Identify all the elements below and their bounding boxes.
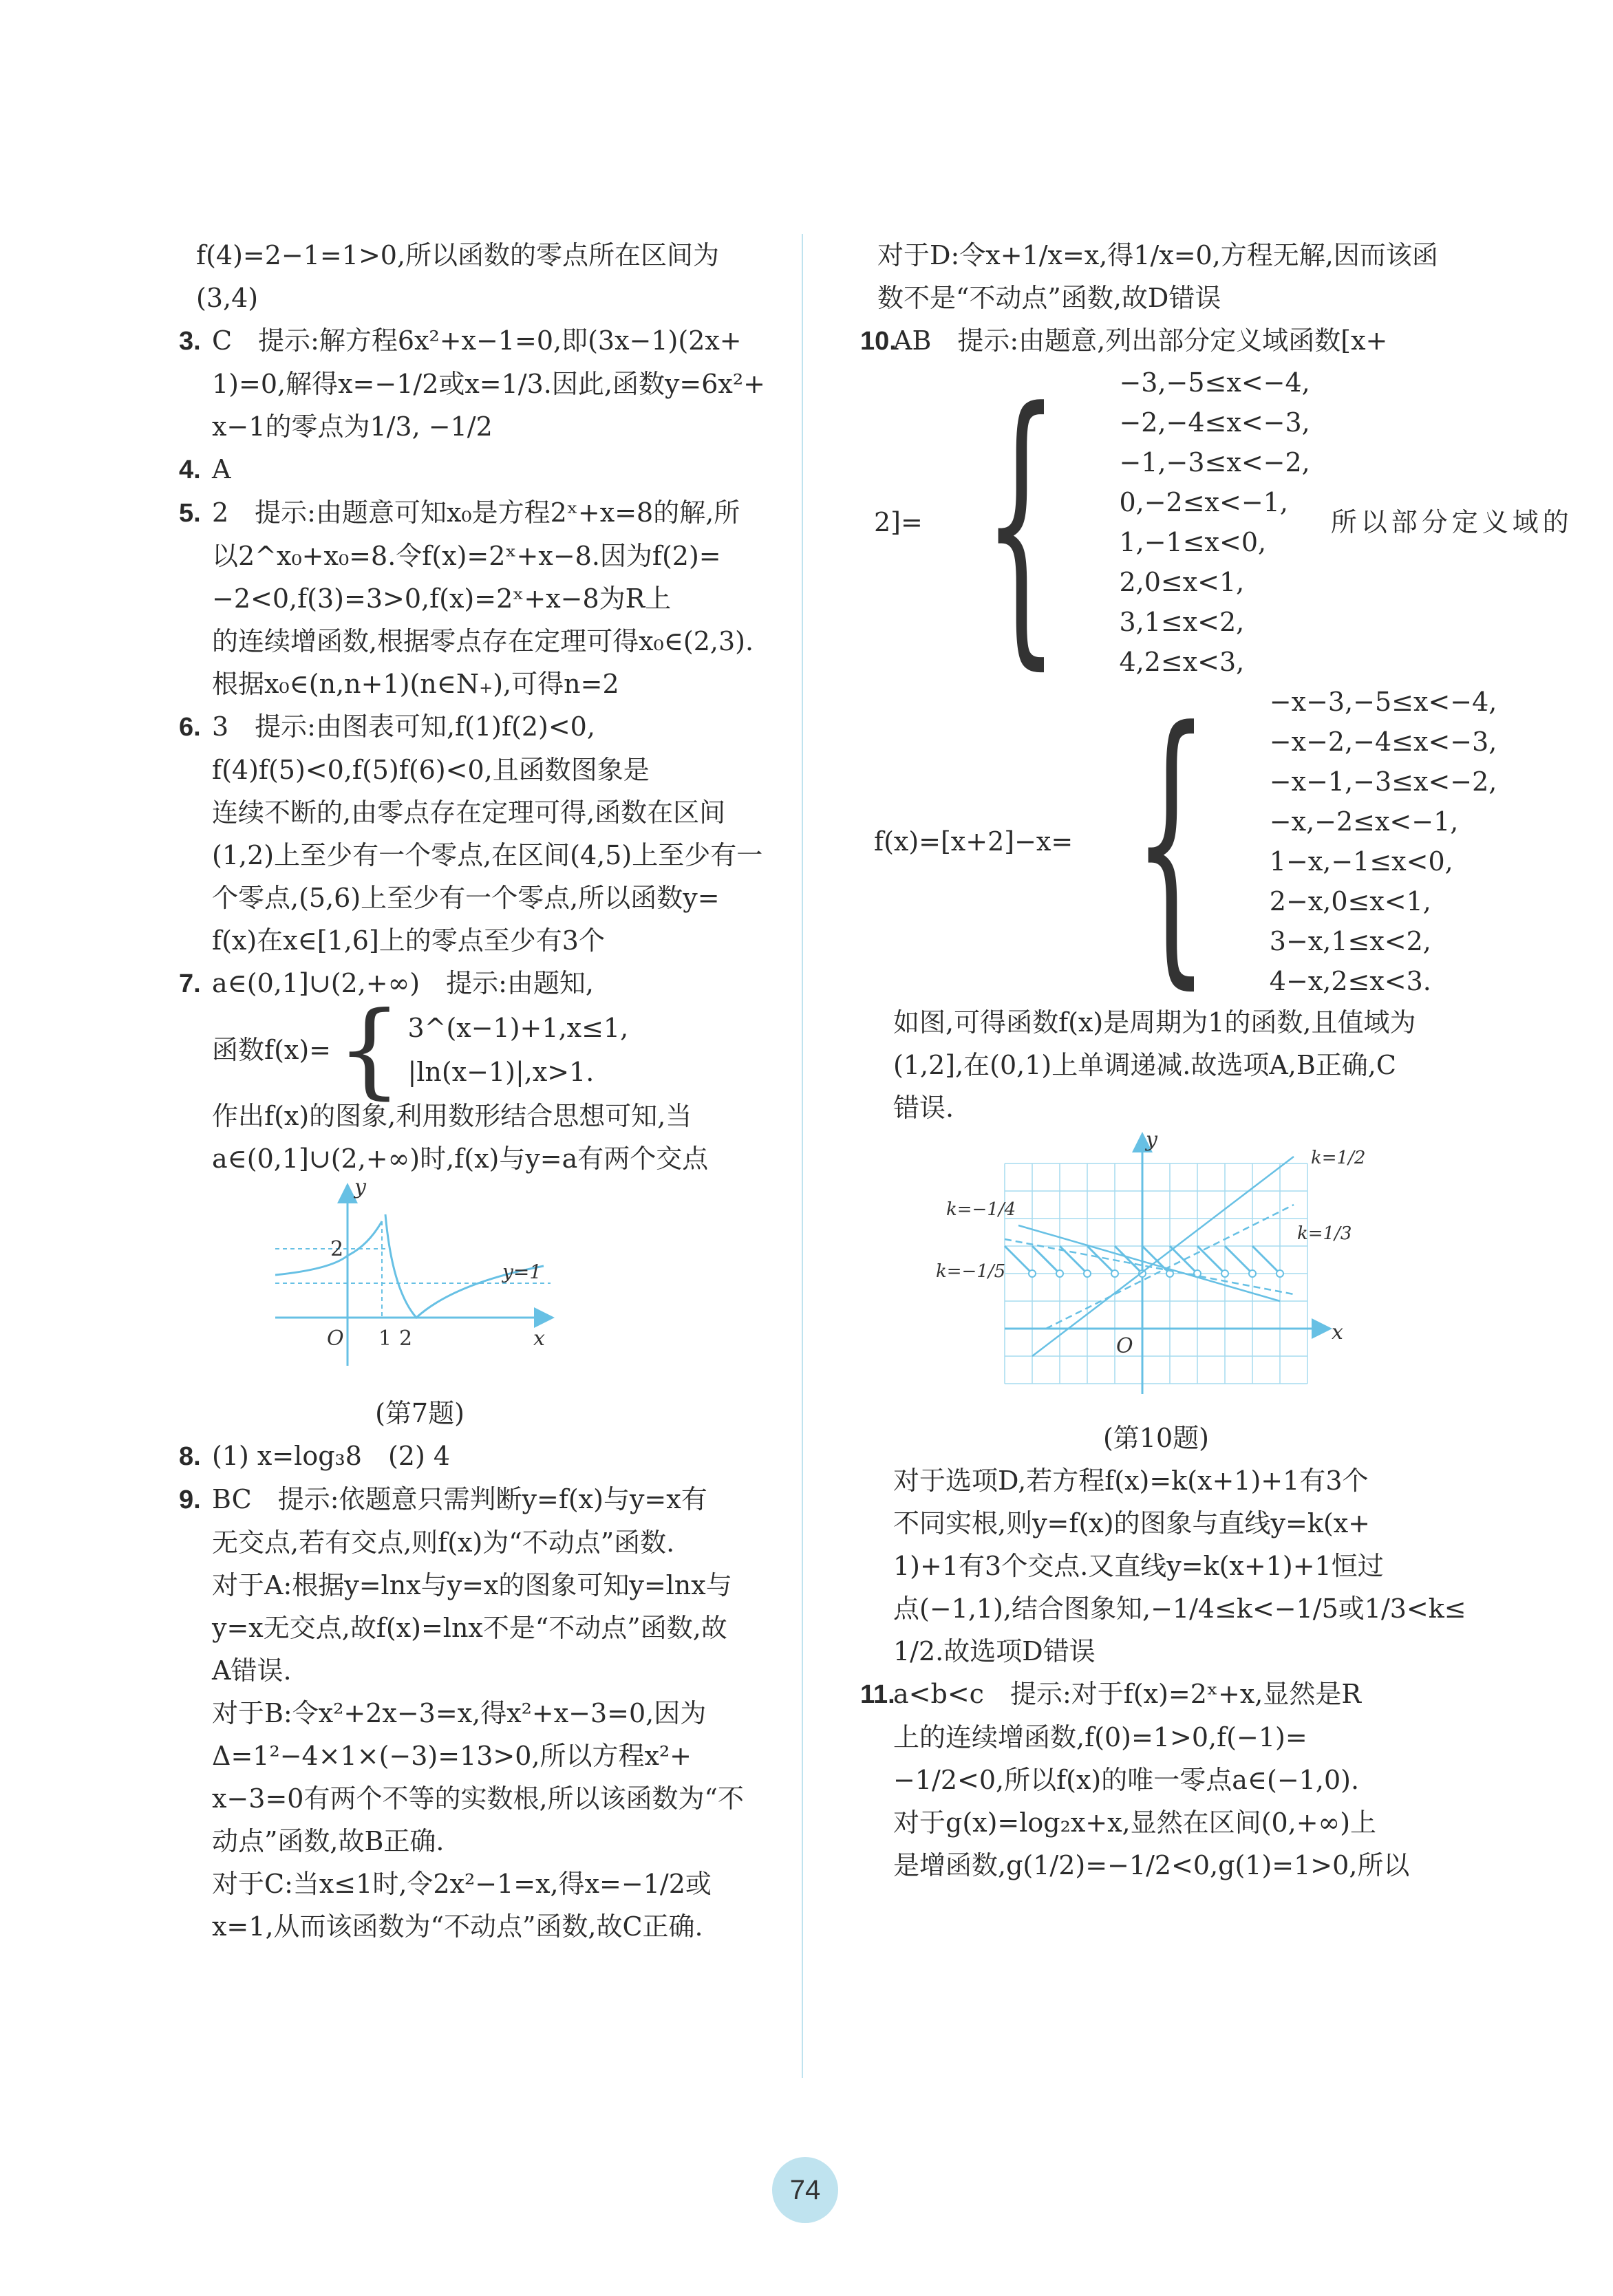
case: |ln(x−1)|,x>1. [407,1057,595,1087]
text-line: a<b<c 提示:对于f(x)=2ˣ+x,显然是R [893,1679,1361,1709]
right-column [860,234,1573,1887]
piecewise-fx [860,669,1497,1013]
case-list [407,1006,628,1094]
case: −2,−4≤x<−3, [1119,407,1310,438]
text-line: x=1,从而该函数为“不动点”函数,故C正确. [212,1911,703,1942]
question-7 [179,962,784,1005]
y-label: y [354,1180,366,1199]
case: −x,−2≤x<−1, [1269,806,1459,837]
tick-2: 2 [330,1237,344,1261]
text-line: f(4)=2−1=1>0,所以函数的零点所在区间为 [196,240,720,270]
function-label: 2]= [874,507,923,537]
graph-10 [936,1129,1376,1404]
piecewise-function [179,990,784,1110]
text-line: 动点”函数,故B正确. [212,1826,445,1856]
text-line: 作出f(x)的图象,利用数形结合思想可知,当 [212,1101,692,1131]
case: 1,−1≤x<0, [1119,527,1267,557]
figure-caption: (第7题) [375,1398,464,1428]
k-half-label: k=1/2 [1311,1148,1366,1168]
text-line: (1) x=log₃8 (2) 4 [212,1441,451,1471]
text-line: C 提示:解方程6x²+x−1=0,即(3x−1)(2x+ [212,325,742,356]
text-line: 2 提示:由题意可知x₀是方程2ˣ+x=8的解,所 [212,497,740,528]
text-line: A错误. [212,1655,292,1686]
case: 3−x,1≤x<2, [1269,926,1431,956]
case: −x−2,−4≤x<−3, [1269,727,1497,757]
question-8 [179,1435,784,1478]
case: −x−1,−3≤x<−2, [1269,766,1497,797]
column-divider [802,234,803,2078]
question-11 [860,1673,1452,1716]
left-column [179,234,784,1948]
text-line: f(4)f(5)<0,f(5)f(6)<0,且函数图象是 [212,755,650,785]
y-label: y [1146,1129,1157,1152]
text-line: 以2^x₀+x₀=8.令f(x)=2ˣ+x−8.因为f(2)= [212,541,721,571]
question-number: 10. [860,327,897,356]
text-line: 对于B:令x²+2x−3=x,得x²+x−3=0,因为 [212,1698,707,1728]
x-label: x [533,1327,545,1351]
brace: { [983,350,1059,694]
text-line: 是增函数,g(1/2)=−1/2<0,g(1)=1>0,所以 [893,1850,1410,1880]
text-line: 3 提示:由图表可知,f(1)f(2)<0, [212,711,595,742]
text-line: A [212,454,231,484]
text-line: 的连续增函数,根据零点存在定理可得x₀∈(2,3). [212,626,754,656]
text-line: 对于g(x)=log₂x+x,显然在区间(0,+∞)上 [893,1807,1377,1838]
question-number: 5. [179,499,201,528]
text-line: 个零点,(5,6)上至少有一个零点,所以函数y= [212,883,720,913]
case: 2,0≤x<1, [1119,567,1245,597]
tick-x2: 2 [399,1327,413,1351]
question-3 [179,319,784,363]
text-line: 根据x₀∈(n,n+1)(n∈N₊),可得n=2 [212,669,619,699]
question-6 [179,705,784,749]
figure-caption: (第10题) [1102,1423,1209,1453]
text-line: 错误. [893,1093,954,1123]
text-line: 如图,可得函数f(x)是周期为1的函数,且值域为 [893,1007,1416,1038]
piecewise-floor [860,350,1573,694]
text-line: −2<0,f(3)=3>0,f(x)=2ˣ+x−8为R上 [212,583,672,614]
text-line: a∈(0,1]∪(2,+∞)时,f(x)与y=a有两个交点 [212,1144,709,1174]
case: 3^(x−1)+1,x≤1, [407,1013,629,1043]
page-number: 74 [772,2157,838,2223]
function-label: f(x)=[x+2]−x= [874,826,1073,857]
case: 2−x,0≤x<1, [1269,886,1431,916]
case: −1,−3≤x<−2, [1119,447,1310,478]
question-number: 3. [179,327,201,356]
case: −3,−5≤x<−4, [1119,367,1310,398]
text-line: 数不是“不动点”函数,故D错误 [877,283,1221,313]
text-line: 连续不断的,由零点存在定理可得,函数在区间 [212,797,726,828]
text-line: 点(−1,1),结合图象知,−1/4≤k<−1/5或1/3<k≤ [893,1594,1466,1624]
text-line: a∈(0,1]∪(2,+∞) 提示:由题知, [212,968,594,998]
question-number: 6. [179,713,201,742]
tick-x1: 1 [378,1327,392,1351]
question-number: 9. [179,1485,201,1514]
case: 4,2≤x<3, [1119,647,1245,677]
text-line: 不同实根,则y=f(x)的图象与直线y=k(x+ [893,1508,1370,1538]
text-line: 对于选项D,若方程f(x)=k(x+1)+1有3个 [893,1466,1369,1496]
origin-label: O [1116,1334,1133,1358]
text-line: 1)+1有3个交点.又直线y=k(x+1)+1恒过 [893,1551,1384,1581]
case: 1−x,−1≤x<0, [1269,846,1453,877]
figure-7 [275,1180,784,1435]
case-list [1119,363,1310,682]
k-neg-quarter-label: k=−1/4 [946,1199,1016,1220]
brace: { [1133,669,1209,1013]
k-third-label: k=1/3 [1297,1223,1352,1244]
graph-7 [275,1180,564,1380]
case: −x−3,−5≤x<−4, [1269,687,1497,717]
line-k-fifth [1005,1239,1294,1294]
text-line: 对于D:令x+1/x=x,得1/x=0,方程无解,因而该函 [877,240,1438,270]
brace: { [337,990,403,1110]
k-neg-fifth-label: k=−1/5 [936,1261,1006,1282]
text-line: f(x)在x∈[1,6]上的零点至少有3个 [212,925,605,956]
question-number: 7. [179,969,201,998]
text-line: 1)=0,解得x=−1/2或x=1/3.因此,函数y=6x²+ [212,369,765,399]
question-5 [179,491,784,535]
text-line: 对于A:根据y=lnx与y=x的图象可知y=lnx与 [212,1570,732,1600]
text-line: −1/2<0,所以f(x)的唯一零点a∈(−1,0). [893,1765,1360,1795]
case: 4−x,2≤x<3. [1269,966,1431,996]
origin-label: O [327,1327,344,1351]
text-line: (3,4) [196,283,259,313]
text-line: 对于C:当x≤1时,令2x²−1=x,得x=−1/2或 [212,1869,712,1899]
question-number: 4. [179,455,201,484]
case-list [1270,682,1497,1001]
question-number: 11. [860,1680,895,1709]
text-line: 所以部分定义域的 [1330,507,1573,537]
x-label: x [1332,1320,1343,1344]
question-4 [179,448,784,491]
text-line: x−1的零点为1/3, −1/2 [212,411,493,442]
function-label: 函数f(x)= [212,1035,331,1065]
text-line: x−3=0有两个不等的实数根,所以该函数为“不 [212,1783,744,1814]
question-9 [179,1478,784,1521]
text-line: Δ=1²−4×1×(−3)=13>0,所以方程x²+ [212,1741,692,1771]
text-line: BC 提示:依题意只需判断y=f(x)与y=x有 [212,1484,707,1514]
figure-10 [936,1129,1452,1459]
question-number: 8. [179,1442,201,1471]
case: 3,1≤x<2, [1119,607,1245,637]
text-line: y=x无交点,故f(x)=lnx不是“不动点”函数,故 [212,1613,727,1643]
case: 0,−2≤x<−1, [1119,487,1288,517]
y1-label: y=1 [502,1260,542,1283]
text-line: 上的连续增函数,f(0)=1>0,f(−1)= [893,1722,1307,1752]
text-line: (1,2],在(0,1)上单调递减.故选项A,B正确,C [893,1050,1396,1080]
question-10 [860,319,1452,363]
text-line: AB 提示:由题意,列出部分定义域函数[x+ [893,325,1388,356]
text-line: 无交点,若有交点,则f(x)为“不动点”函数. [212,1527,675,1558]
text-line: 1/2.故选项D错误 [893,1636,1096,1666]
text-line: (1,2)上至少有一个零点,在区间(4,5)上至少有一 [212,840,763,870]
